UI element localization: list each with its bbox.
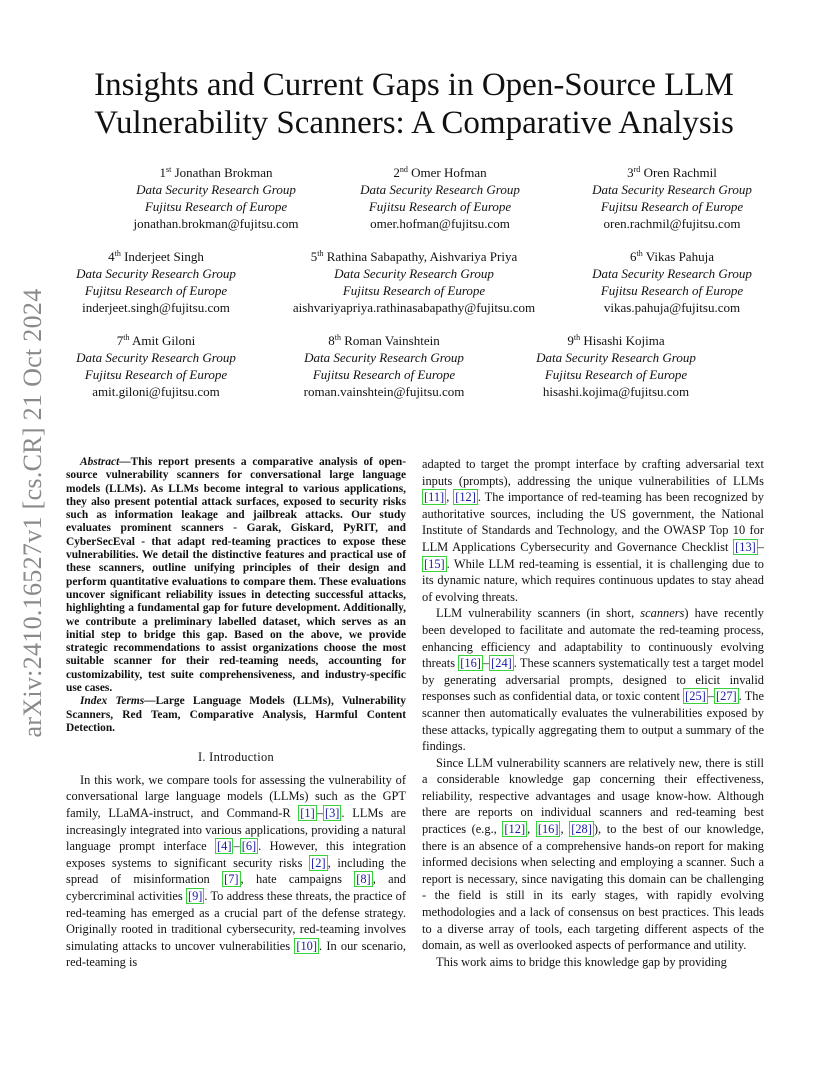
citation-link[interactable]: [4]	[217, 839, 232, 854]
author-org: Fujitsu Research of Europe	[84, 283, 228, 298]
author-org: Fujitsu Research of Europe	[544, 367, 688, 382]
author-block-2: 2nd Omer Hofman Data Security Research Group Fujitsu Research of Europe omer.hofman@fujitsu.com	[324, 164, 556, 232]
citation-link[interactable]: [13]	[735, 539, 756, 554]
paper-title	[60, 66, 768, 142]
abstract-label: Abstract	[80, 456, 120, 468]
author-name: Amit Giloni	[132, 333, 196, 348]
author-email[interactable]: vikas.pahuja@fujitsu.com	[603, 300, 741, 315]
author-block-5: 5th Rathina Sabapathy, Aishvariya Priya Data Security Research Group Fujitsu Research of Europe aishvariyapriya.rathinasabapathy@fujitsu.com	[272, 248, 556, 316]
author-group: Data Security Research Group	[592, 266, 752, 281]
author-org: Fujitsu Research of Europe	[600, 199, 744, 214]
author-group: Data Security Research Group	[76, 266, 236, 281]
citation-link[interactable]: [3]	[324, 806, 340, 821]
author-group: Data Security Research Group	[304, 350, 464, 365]
author-group: Data Security Research Group	[360, 182, 520, 197]
author-name: Vikas Pahuja	[645, 249, 714, 264]
author-block-8: 8th Roman Vainshtein Data Security Research Group Fujitsu Research of Europe roman.vainshtein@fujitsu.com	[268, 332, 500, 400]
left-column	[66, 456, 406, 971]
citation-link[interactable]: [25]	[685, 689, 706, 704]
author-email[interactable]: amit.giloni@fujitsu.com	[92, 384, 220, 399]
author-group: Data Security Research Group	[76, 350, 236, 365]
author-email[interactable]: inderjeet.singh@fujitsu.com	[82, 300, 230, 315]
section-heading: I. Introduction	[197, 750, 275, 765]
body-paragraph: This work aims to bridge this knowledge gap by providing	[436, 954, 727, 969]
author-name: Roman Vainshtein	[344, 333, 440, 348]
author-name: Jonathan Brokman	[174, 165, 273, 180]
citation-link[interactable]: [24]	[491, 656, 512, 671]
author-block-4: 4th Inderjeet Singh Data Security Research Group Fujitsu Research of Europe inderjeet.singh@fujitsu.com	[40, 248, 272, 316]
author-email[interactable]: omer.hofman@fujitsu.com	[370, 216, 510, 231]
arxiv-identifier: arXiv:2410.16527v1 [cs.CR] 21 Oct 2024	[18, 288, 47, 738]
abstract-text: —This report presents a comparative analysis of open-source vulnerability scanners for conversational large language models (LLMs). As LLMs become integral to various applications, they also present potential attack surfaces, exposed to security risks such as information leakage and jailbreak attacks. Our study evaluates prominent scanners - Garak, Giskard, PyRIT, and CyberSecEval - that adapt red-teaming practices to expose these vulnerabilities. We detail the distinctive features and practical use of these scanners, outline unifying principles of their design and perform quantitative evaluations to compare them. These evaluations uncover significant reliability issues in detecting successful attacks, highlighting a fundamental gap for future development. Additionally, we contribute a preliminary labelled dataset, which serves as an initial step to bridge this gap. Based on the above, we provide strategic recommendations to assist organizations choose the most suitable scanner for their red-teaming needs, accounting for customizability, test suite comprehensiveness, and industry-specific use cases.	[66, 456, 406, 695]
citation-link[interactable]: [28]	[571, 822, 592, 837]
citation-link[interactable]: [7]	[224, 872, 239, 887]
author-name: Inderjeet Singh	[124, 249, 204, 264]
citation-link[interactable]: [27]	[716, 689, 737, 704]
author-org: Fujitsu Research of Europe	[144, 199, 288, 214]
author-block-9: 9th Hisashi Kojima Data Security Research Group Fujitsu Research of Europe hisashi.kojima@fujitsu.com	[500, 332, 732, 400]
citation-link[interactable]: [12]	[455, 490, 476, 505]
citation-link[interactable]: [16]	[537, 822, 559, 837]
author-email[interactable]: aishvariyapriya.rathinasabapathy@fujitsu.com	[292, 300, 536, 315]
citation-link[interactable]: [16]	[460, 656, 481, 671]
index-terms-label: Index Terms	[80, 695, 145, 708]
author-org: Fujitsu Research of Europe	[342, 283, 486, 298]
author-org: Fujitsu Research of Europe	[600, 283, 744, 298]
author-org: Fujitsu Research of Europe	[312, 367, 456, 382]
citation-link[interactable]: [2]	[311, 855, 326, 870]
citation-link[interactable]: [10]	[296, 938, 317, 953]
author-block-1: 1st Jonathan Brokman Data Security Research Group Fujitsu Research of Europe jonathan.brokman@fujitsu.com	[100, 164, 332, 232]
author-name: Oren Rachmil	[643, 165, 717, 180]
author-org: Fujitsu Research of Europe	[84, 367, 228, 382]
abstract	[66, 456, 406, 695]
author-name: Rathina Sabapathy, Aishvariya Priya	[326, 249, 518, 264]
citation-link[interactable]: [9]	[187, 888, 203, 903]
author-block-6: 6th Vikas Pahuja Data Security Research Group Fujitsu Research of Europe vikas.pahuja@fujitsu.com	[556, 248, 788, 316]
citation-link[interactable]: [11]	[424, 490, 445, 505]
index-terms	[66, 695, 406, 735]
index-terms-text: —Large Language Models (LLMs), Vulnerability Scanners, Red Team, Comparative Analysis, Harmful Content Detection.	[66, 695, 406, 734]
right-column	[422, 456, 764, 970]
author-group: Data Security Research Group	[334, 266, 494, 281]
author-name: Hisashi Kojima	[583, 333, 665, 348]
author-block-3: 3rd Oren Rachmil Data Security Research Group Fujitsu Research of Europe oren.rachmil@fujitsu.com	[556, 164, 788, 232]
citation-link[interactable]: [1]	[300, 806, 315, 821]
citation-link[interactable]: [6]	[241, 839, 257, 854]
author-block-7: 7th Amit Giloni Data Security Research Group Fujitsu Research of Europe amit.giloni@fujitsu.com	[40, 332, 272, 400]
citation-link[interactable]: [15]	[424, 556, 445, 571]
body-paragraph: adapted to target the prompt interface by crafting adversarial text inputs (prompts), addressing the unique vulnerabilities of LLMs [11] , [12] . The importance of red-teaming has been recognized by authoritative sources, including the US government, the National Institute of Standards and Technology, and the OWASP Top 10 for LLM Applications Cybersecurity and Governance Checklist [13] –[15] . While LLM red-teaming is essential, it is challenging due to its dynamic nature, which requires continuous updates to stay ahead of evolving threats.	[422, 457, 764, 604]
body-paragraph: Since LLM vulnerability scanners are relatively new, there is still a considerable knowledge gap concerning their effectiveness, reliability, respective advantages and usage know-how. Although there are reports on individual scanners and red-teaming best practices (e.g., [12] , [16] , [28] ), to the best of our knowledge, there is an absence of a comprehensive hands-on report for making informed decisions when selecting and employing a scanner. Such a report is necessary, since navigating this domain can be challenging - the field is still in its early stages, with rapidly evolving methodologies and a lack of consensus on best practices. This leads to a diverse array of tools, each targeting different aspects of the domain, as well as overlooked aspects of performance and utility.	[422, 755, 764, 953]
author-name: Omer Hofman	[411, 165, 487, 180]
author-email[interactable]: hisashi.kojima@fujitsu.com	[542, 384, 690, 399]
author-group: Data Security Research Group	[136, 182, 296, 197]
title-line-1: Insights and Current Gaps in Open-Source LLM	[94, 67, 734, 103]
citation-link[interactable]: [8]	[356, 872, 371, 887]
intro-paragraph: In this work, we compare tools for assessing the vulnerability of conversational large language models (LLMs) such as the GPT family, LLaMA-instruct, and Command-R [1] – [3] . LLMs are increasingly integrated into various applications, providing a natural language prompt interface [4] – [6] . However, this integration exposes systems to significant security risks [2] , including the spread of misinformation [7] , hate campaigns [8] , and cybercriminal activities [9] . To address these threats, the practice of red-teaming has emerged as a crucial part of the defense strategy. Originally rooted in traditional cybersecurity, red-teaming involves simulating attacks to uncover vulnerabilities [10] . In our scenario, red-teaming is	[66, 772, 407, 970]
author-email[interactable]: roman.vainshtein@fujitsu.com	[303, 384, 465, 399]
author-email[interactable]: jonathan.brokman@fujitsu.com	[133, 216, 299, 231]
citation-link[interactable]: [12]	[504, 822, 526, 837]
body-paragraph: LLM vulnerability scanners (in short, scanners) have recently been developed to facilitate and automate the red-teaming process, enhancing efficiency and adaptability to continuously evolving threats [16] – [24] . These scanners systematically test a target model by generating adversarial prompts, designed to elicit invalid responses such as confidential data, or toxic content [25] – [27] . The scanner then automatically evaluates the vulnerabilities exposed by these attacks, typically aggregating them to output a summary of the findings.	[422, 606, 764, 754]
author-email[interactable]: oren.rachmil@fujitsu.com	[603, 216, 741, 231]
author-group: Data Security Research Group	[536, 350, 696, 365]
author-group: Data Security Research Group	[592, 182, 752, 197]
author-org: Fujitsu Research of Europe	[368, 199, 512, 214]
title-line-2: Vulnerability Scanners: A Comparative Analysis	[94, 105, 734, 141]
